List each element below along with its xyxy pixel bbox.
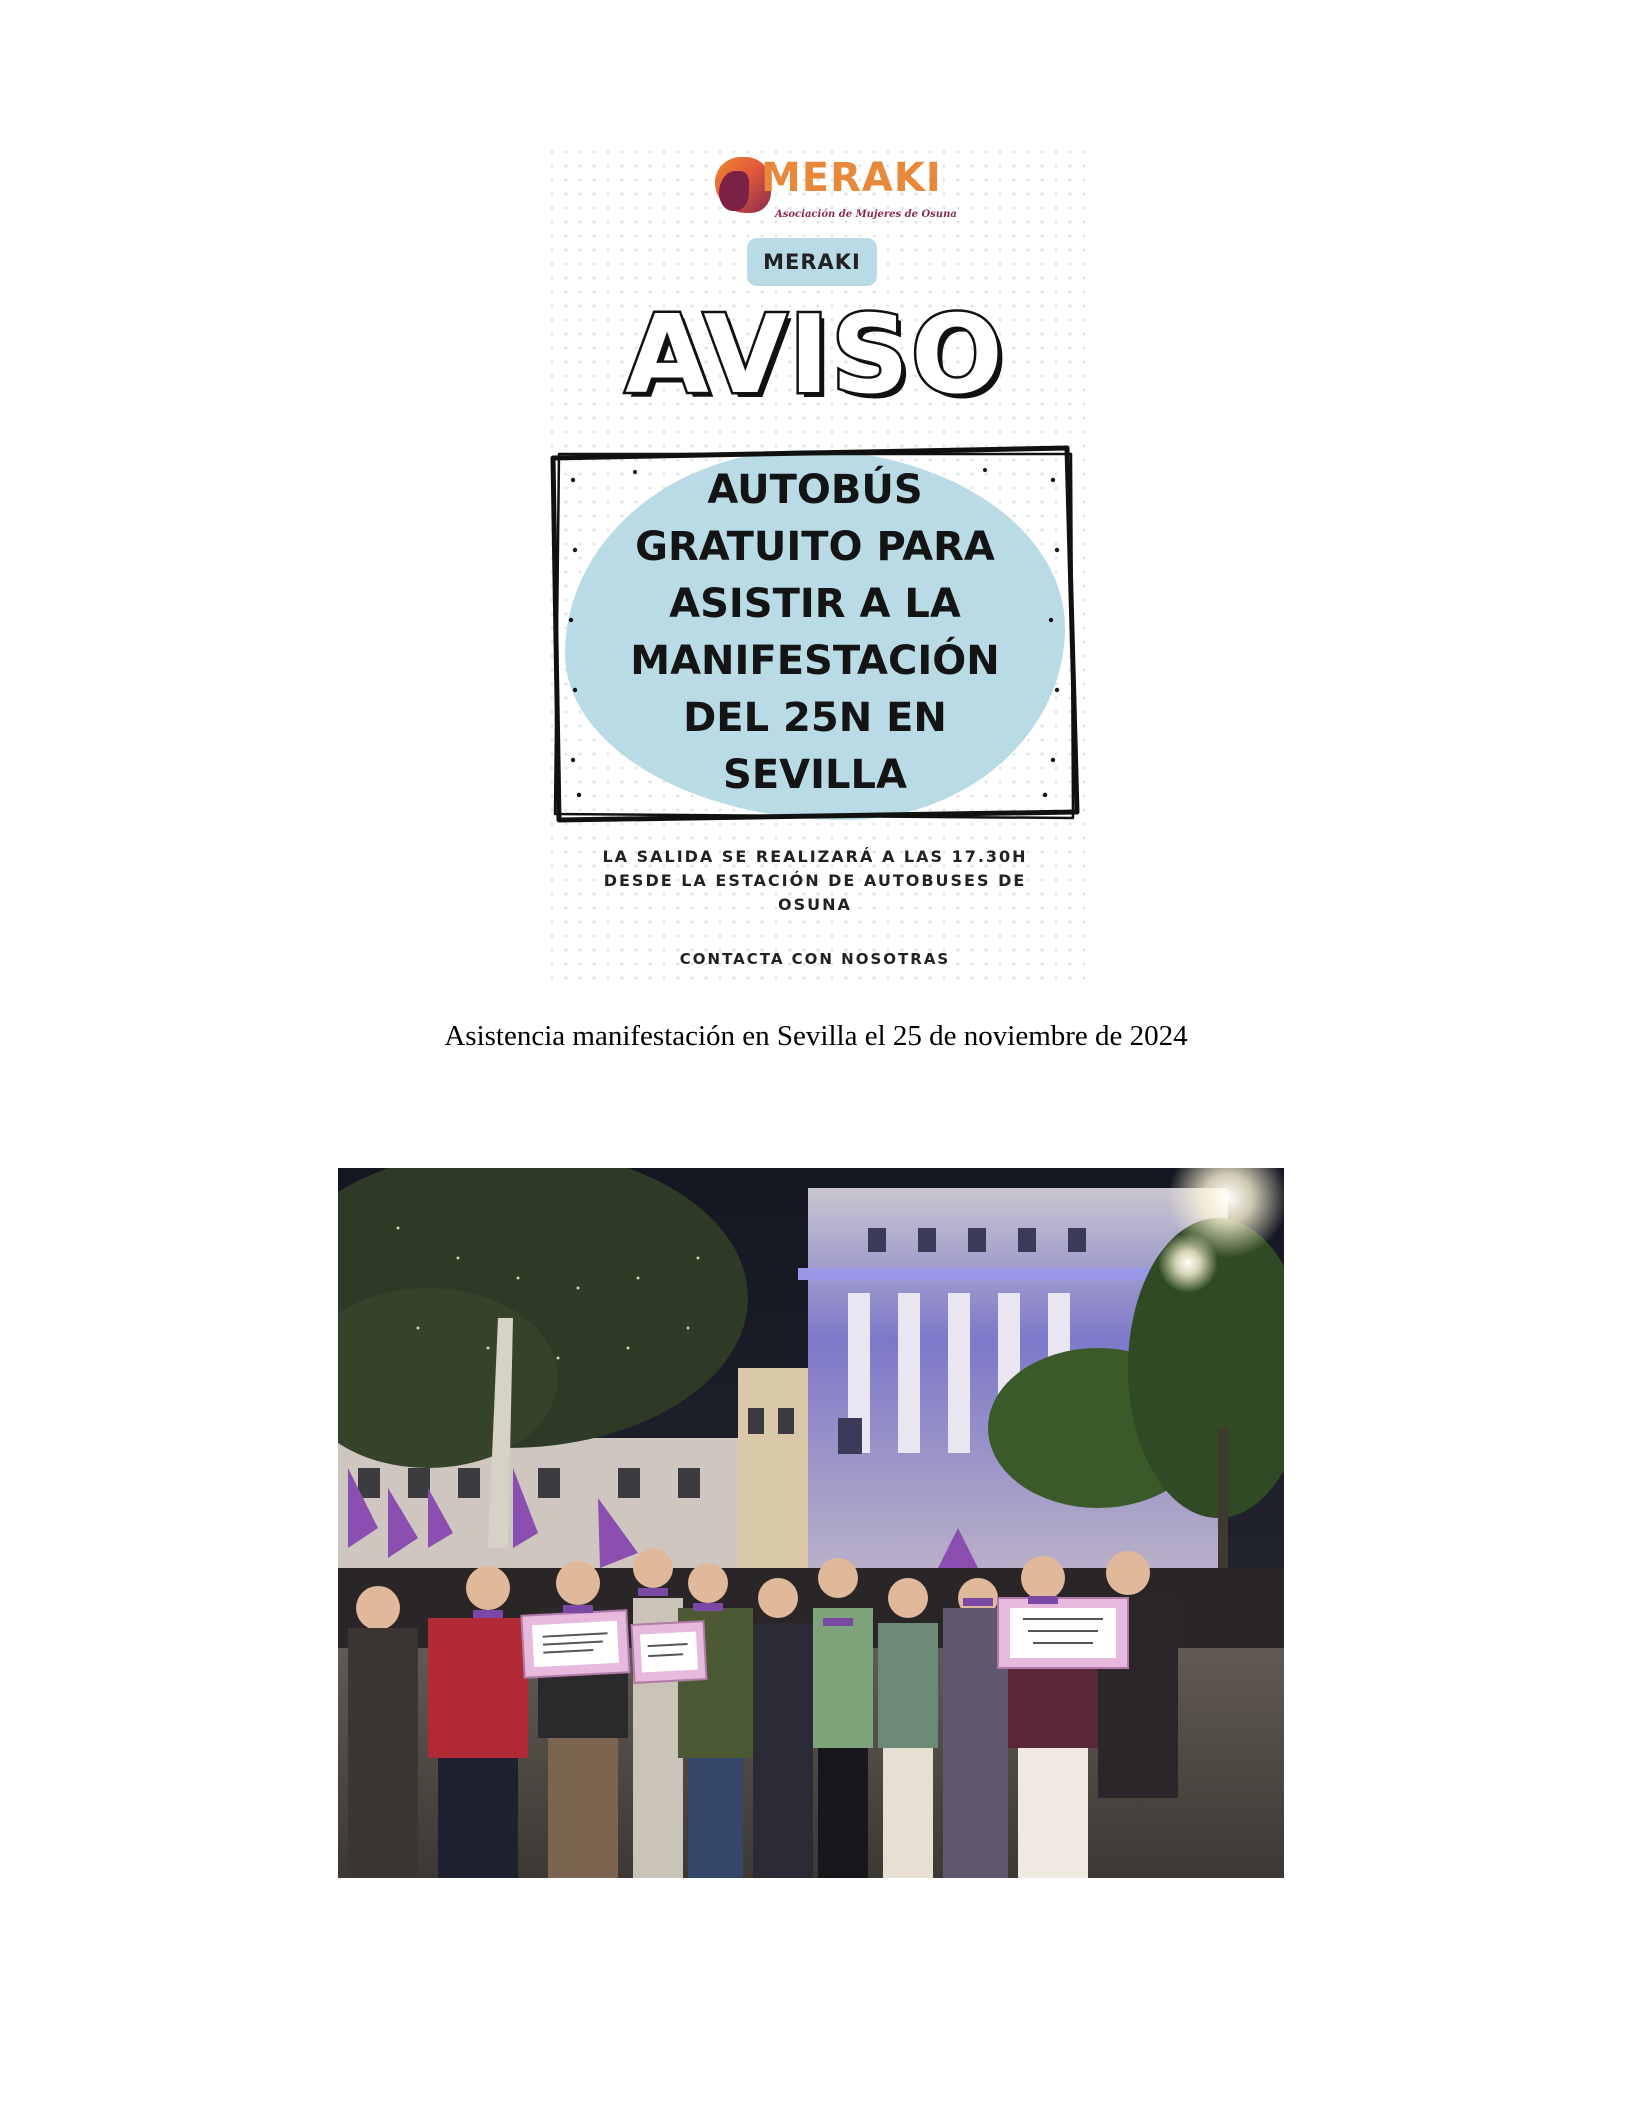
headline-line: SEVILLA	[723, 752, 907, 798]
headline	[575, 462, 1055, 804]
group-photo-icon	[338, 1168, 1284, 1878]
logo-profile-icon	[719, 171, 749, 211]
headline-line: MANIFESTACIÓN	[630, 638, 1000, 684]
departure-line: DESDE LA ESTACIÓN DE AUTOBUSES DE	[603, 871, 1027, 890]
departure-info	[545, 845, 1085, 917]
event-poster	[545, 145, 1085, 990]
departure-line: OSUNA	[778, 895, 852, 914]
headline-line: DEL 25N EN	[683, 695, 947, 741]
logo-text: MERAKI	[761, 155, 942, 201]
logo-subtitle: Asociación de Mujeres de Osuna	[775, 209, 957, 220]
contact-text: CONTACTA CON NOSOTRAS	[679, 950, 951, 968]
headline-line: GRATUITO PARA	[635, 524, 995, 570]
departure-line: LA SALIDA SE REALIZARÁ A LAS 17.30H	[602, 847, 1028, 866]
headline-line: ASISTIR A LA	[669, 581, 961, 627]
meraki-logo	[715, 153, 957, 225]
headline-frame	[545, 440, 1085, 820]
poster-title: AVISO	[625, 293, 1005, 418]
headline-line: AUTOBÚS	[707, 467, 923, 513]
organization-badge: MERAKI	[747, 238, 877, 286]
group-photo	[338, 1168, 1284, 1878]
photo-caption: Asistencia manifestación en Sevilla el 25 de noviembre de 2024	[444, 1020, 1188, 1052]
